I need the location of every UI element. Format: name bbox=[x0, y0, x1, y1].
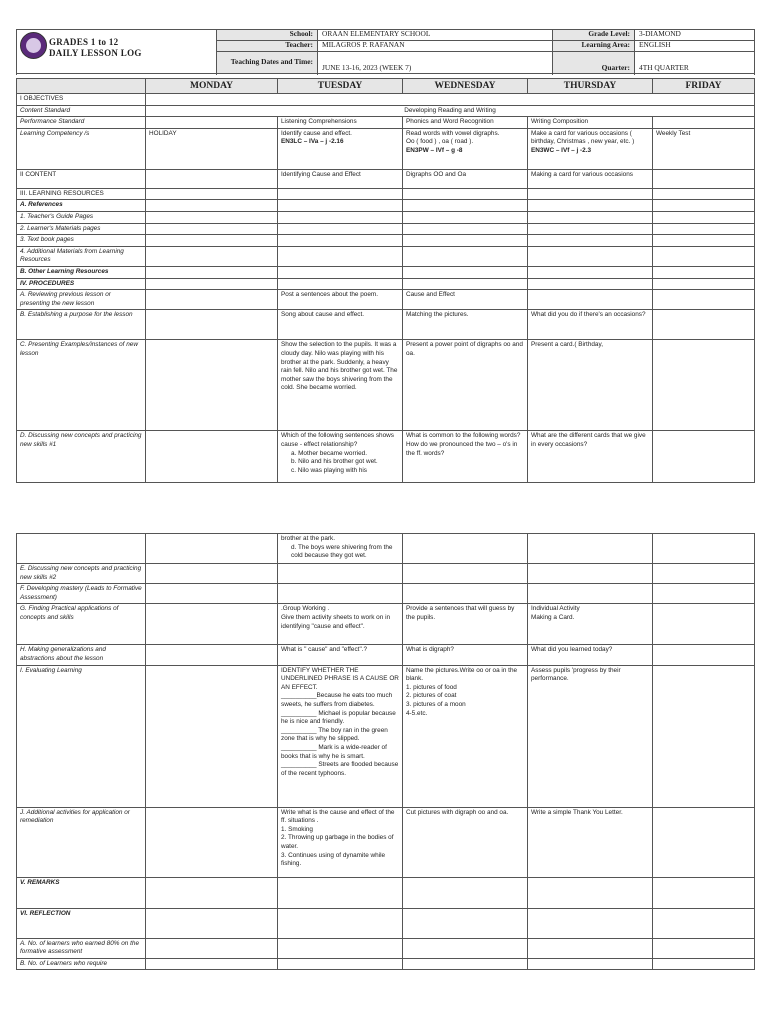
row-proc-i: I. Evaluating Learning bbox=[17, 665, 146, 807]
perf-thu: Writing Composition bbox=[528, 117, 653, 129]
grade-value: 3-DIAMOND bbox=[635, 30, 755, 41]
lesson-table-part-1 bbox=[16, 78, 754, 483]
pj-tue-1: Write what is the cause and effect of the ff. situations . bbox=[281, 808, 395, 825]
pa-wed: Cause and Effect bbox=[403, 290, 528, 310]
pd-tue-option-c: c. Nilo was playing with his bbox=[291, 466, 368, 474]
content-wed: Digraphs OO and Oa bbox=[403, 169, 528, 188]
content-thu: Making a card for various occasions bbox=[528, 169, 653, 188]
content-standard-value: Developing Reading and Writing bbox=[146, 105, 755, 117]
content-tue: Identifying Cause and Effect bbox=[278, 169, 403, 188]
area-value: ENGLISH bbox=[635, 41, 755, 52]
pi-thu: Assess pupils 'progress by their performance. bbox=[528, 665, 653, 807]
grade-label: Grade Level: bbox=[553, 30, 635, 41]
dates-label: Teaching Dates and Time: bbox=[217, 52, 318, 74]
brand-line-1: GRADES 1 to 12 bbox=[49, 37, 119, 47]
comp-thu-code: EN3WC – IVf – j -2.3 bbox=[531, 146, 592, 154]
row-reflection-a: A. No. of learners who earned 80% on the formative assessment bbox=[17, 938, 146, 958]
pd-tue-cont-1: brother at the park. bbox=[281, 535, 335, 542]
row-procedures: IV. PROCEDURES bbox=[17, 278, 146, 290]
school-value: ORAAN ELEMENTARY SCHOOL bbox=[318, 30, 553, 41]
pi-wed-3: 2. pictures of coat bbox=[406, 692, 457, 700]
pc-thu: Present a card.( Birthday, bbox=[528, 340, 653, 431]
pd-thu: What are the different cards that we give in every occasions? bbox=[528, 431, 653, 483]
content-fri bbox=[653, 169, 755, 188]
row-objectives: I OBJECTIVES bbox=[17, 94, 146, 106]
ph-tue: What is " cause" and "effect".? bbox=[278, 645, 403, 665]
dates-value: JUNE 13-16, 2023 (WEEK 7) bbox=[318, 52, 553, 74]
quarter-value: 4TH QUARTER bbox=[635, 52, 755, 74]
row-competency: Learning Competency /s bbox=[17, 128, 146, 169]
pd-tue-option-d: d. The boys were shivering from the cold because they got wet. bbox=[291, 543, 393, 560]
pg-tue-2: Give them activity sheets to work on in identifying "cause and effect". bbox=[281, 613, 391, 630]
pd-wed bbox=[403, 431, 528, 483]
row-performance-standard: Performance Standard bbox=[17, 117, 146, 129]
pj-tue-3: 2. Throwing up garbage in the bodies of water. bbox=[281, 834, 394, 850]
pj-wed: Cut pictures with digraph oo and oa. bbox=[403, 807, 528, 877]
brand-line-2: DAILY LESSON LOG bbox=[49, 48, 142, 58]
header-block bbox=[16, 29, 754, 74]
comp-wed-text: Read words with vowel digraphs. bbox=[406, 129, 500, 137]
pg-tue-1: .Group Working . bbox=[281, 605, 330, 613]
pi-wed-1: Name the pictures.Write oo or oa in the blank. bbox=[406, 666, 518, 683]
perf-fri bbox=[653, 117, 755, 129]
area-label: Learning Area: bbox=[553, 41, 635, 52]
lesson-table-continued bbox=[16, 533, 755, 970]
pd-tue-option-b: b. Nilo and his brother got wet. bbox=[291, 458, 378, 466]
row-ref-2: 2. Learner's Materials pages bbox=[17, 223, 146, 235]
pi-wed-2: 1. pictures of food bbox=[406, 683, 457, 691]
day-monday: MONDAY bbox=[146, 79, 278, 94]
lesson-table-part-2 bbox=[16, 533, 754, 970]
row-proc-g: G. Finding Practical applications of concepts and skills bbox=[17, 604, 146, 645]
school-label: School: bbox=[217, 30, 318, 41]
row-reflection: VI. REFLECTION bbox=[17, 908, 146, 938]
pd-tue-question: Which of the following sentences shows cause - effect relationship? bbox=[281, 432, 394, 448]
comp-wed bbox=[403, 128, 528, 169]
pi-tue-1: IDENTIFY WHETHER THE UNDERLINED PHRASE IS A CAUSE OR AN EFFECT. bbox=[281, 666, 399, 691]
row-proc-a: A. Reviewing previous lesson or presenting the new lesson bbox=[17, 290, 146, 310]
row-proc-e: E. Discussing new concepts and practicing new skills #2 bbox=[17, 564, 146, 584]
row-reflection-b: B. No. of Learners who require bbox=[17, 958, 146, 970]
pd-tue-option-a: a. Mother became worried. bbox=[291, 449, 368, 457]
comp-wed-code: EN3PW – IVf – g -8 bbox=[406, 146, 463, 154]
row-resources: III. LEARNING RESOURCES bbox=[17, 188, 146, 200]
pi-wed-5: 4-5.etc. bbox=[406, 709, 428, 717]
row-proc-j: J. Additional activities for application or remediation bbox=[17, 807, 146, 877]
pi-tue-6: __________ Streets are flooded because of the recent typhoons. bbox=[281, 761, 399, 777]
teacher-label: Teacher: bbox=[217, 41, 318, 52]
pd-wed-q2: How do we pronounced the two – o's in the ff. words? bbox=[406, 440, 518, 457]
row-ref-b: B. Other Learning Resources bbox=[17, 266, 146, 278]
pi-tue-5: __________ Mark is a wide-reader of books that is why he is smart. bbox=[281, 743, 387, 760]
quarter-label: Quarter: bbox=[553, 52, 635, 74]
pg-thu bbox=[528, 604, 653, 645]
comp-tue-text: Identify cause and effect. bbox=[281, 129, 352, 137]
pc-wed: Present a power point of digraphs oo and oa. bbox=[403, 340, 528, 431]
pd-tue bbox=[278, 431, 403, 483]
pi-wed bbox=[403, 665, 528, 807]
row-remarks: V. REMARKS bbox=[17, 877, 146, 908]
pg-tue bbox=[278, 604, 403, 645]
row-content: II CONTENT bbox=[17, 169, 146, 188]
comp-tue bbox=[278, 128, 403, 169]
pi-tue-4: __________ The boy ran in the green zone that is why he slipped. bbox=[281, 726, 388, 743]
comp-thu-text: Make a card for various occasions ( birthday, Christmas , new year, etc. ) bbox=[531, 129, 635, 146]
pa-tue: Post a sentences about the poem. bbox=[278, 290, 403, 310]
brand-title bbox=[49, 37, 142, 59]
comp-wed-text-2: Oo ( food ) , oa ( road ). bbox=[406, 138, 474, 146]
corner-cell bbox=[17, 79, 146, 94]
ph-thu: What did you learned today? bbox=[528, 645, 653, 665]
row-proc-h: H. Making generalizations and abstractions about the lesson bbox=[17, 645, 146, 665]
comp-mon: HOLIDAY bbox=[146, 128, 278, 169]
pi-tue-3: __________ Michael is popular because he is nice and friendly. bbox=[281, 709, 396, 726]
comp-tue-code: EN3LC – IVa – j -2.16 bbox=[281, 138, 344, 146]
pg-thu-1: Individual Activity bbox=[531, 605, 580, 613]
perf-mon bbox=[146, 117, 278, 129]
row-proc-b: B. Establishing a purpose for the lesson bbox=[17, 310, 146, 340]
perf-tue: Listening Comprehensions bbox=[278, 117, 403, 129]
pi-wed-4: 3. pictures of a moon bbox=[406, 700, 466, 708]
deped-seal-icon bbox=[20, 32, 47, 59]
day-thursday: THURSDAY bbox=[528, 79, 653, 94]
content-mon bbox=[146, 169, 278, 188]
logo-cell bbox=[17, 30, 217, 74]
pj-tue-2: 1. Smoking bbox=[281, 825, 313, 833]
pc-tue: Show the selection to the pupils. It was a cloudy day. Nilo was playing with his brother at the park. Suddenly, a heavy rain fell. Nilo and his brother got wet. The mother saw the boys shivering from the cold. She became worried. bbox=[278, 340, 403, 431]
teacher-value: MILAGROS P. RAFANAN bbox=[318, 41, 553, 52]
pi-tue bbox=[278, 665, 403, 807]
row-proc-f: F. Developing mastery (Leads to Formative Assessment) bbox=[17, 584, 146, 604]
perf-wed: Phonics and Word Recognition bbox=[403, 117, 528, 129]
header-table bbox=[16, 29, 755, 74]
comp-fri: Weekly Test bbox=[653, 128, 755, 169]
pb-thu: What did you do if there's an occasions? bbox=[528, 310, 653, 340]
pj-tue bbox=[278, 807, 403, 877]
day-friday: FRIDAY bbox=[653, 79, 755, 94]
pd-wed-q1: What is common to the following words? bbox=[406, 432, 521, 440]
row-ref-4: 4. Additional Materials from Learning Resources bbox=[17, 246, 146, 266]
pj-tue-4: 3. Continues using of dynamite while fishing. bbox=[281, 851, 386, 868]
lesson-table bbox=[16, 78, 755, 483]
row-content-standard: Content Standard bbox=[17, 105, 146, 117]
row-proc-c: C. Presenting Examples/instances of new lesson bbox=[17, 340, 146, 431]
pg-wed: Provide a sentences that will guess by the pupils. bbox=[403, 604, 528, 645]
row-proc-d: D. Discussing new concepts and practicing new skills #1 bbox=[17, 431, 146, 483]
objectives-empty bbox=[146, 94, 755, 106]
ph-wed: What is digraph? bbox=[403, 645, 528, 665]
pj-thu: Write a simple Thank You Letter. bbox=[528, 807, 653, 877]
day-wednesday: WEDNESDAY bbox=[403, 79, 528, 94]
comp-thu bbox=[528, 128, 653, 169]
row-ref-1: 1. Teacher's Guide Pages bbox=[17, 211, 146, 223]
pg-thu-2: Making a Card. bbox=[531, 613, 575, 621]
day-tuesday: TUESDAY bbox=[278, 79, 403, 94]
row-ref-3: 3. Text book pages bbox=[17, 235, 146, 247]
row-references: A. References bbox=[17, 200, 146, 212]
pb-tue: Song about cause and effect. bbox=[278, 310, 403, 340]
pi-tue-2: __________Because he eats too much sweets, he suffers from diabetes. bbox=[281, 692, 393, 708]
pd-tue-continued bbox=[278, 534, 403, 564]
pb-wed: Matching the pictures. bbox=[403, 310, 528, 340]
